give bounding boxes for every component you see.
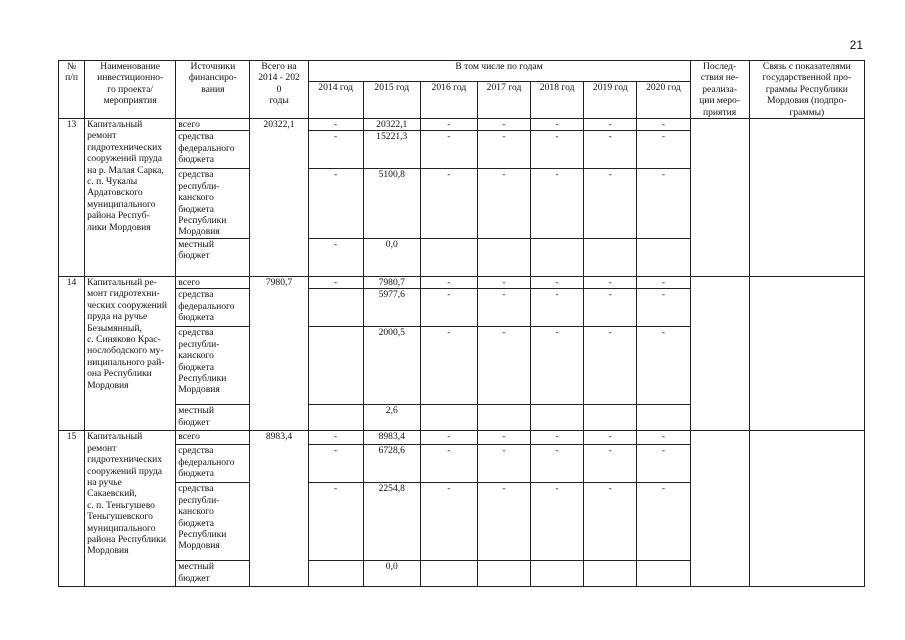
- funding-source: средства федерального бюджета: [176, 445, 250, 483]
- year-value: [584, 561, 637, 587]
- year-value: 2000,5: [363, 327, 420, 405]
- year-value: -: [584, 483, 637, 561]
- header-year: 2020 год: [637, 82, 690, 119]
- year-value: -: [637, 119, 690, 131]
- header-year: 2017 год: [477, 82, 530, 119]
- year-value: 0,0: [363, 561, 420, 587]
- year-value: [637, 238, 690, 276]
- project-number: 14: [59, 276, 85, 430]
- year-value: -: [531, 483, 584, 561]
- year-value: [477, 238, 530, 276]
- year-value: -: [584, 276, 637, 288]
- year-value: -: [308, 119, 363, 131]
- year-value: [584, 238, 637, 276]
- year-value: -: [420, 431, 477, 445]
- year-value: -: [477, 289, 530, 327]
- table-row: [59, 431, 865, 445]
- year-value: -: [637, 327, 690, 405]
- table-row: [59, 276, 865, 288]
- project-name: Капитальный ремонт гидротехнических сооружений пруда на р. Малая Сарка, с. п. Чукалы Ардатовского муниципального района Респуб- лики Мордовия: [85, 119, 176, 277]
- year-value: -: [420, 483, 477, 561]
- funding-source: всего: [176, 119, 250, 131]
- header-by-years: В том числе по годам: [308, 61, 690, 82]
- year-value: -: [308, 131, 363, 169]
- consequences-cell: [690, 276, 749, 430]
- year-value: -: [584, 445, 637, 483]
- year-value: -: [477, 169, 530, 238]
- year-value: 15221,3: [363, 131, 420, 169]
- header-total: Всего на 2014 - 202 0 годы: [250, 61, 308, 119]
- project-total: 7980,7: [250, 276, 308, 430]
- year-value: -: [420, 131, 477, 169]
- table-row: [59, 119, 865, 131]
- year-value: [531, 238, 584, 276]
- funding-source: всего: [176, 276, 250, 288]
- year-value: [584, 405, 637, 431]
- year-value: -: [308, 276, 363, 288]
- year-value: [308, 289, 363, 327]
- funding-source: средства республи- канского бюджета Республики Мордовия: [176, 327, 250, 405]
- year-value: -: [308, 431, 363, 445]
- year-value: [477, 561, 530, 587]
- year-value: -: [420, 289, 477, 327]
- year-value: [637, 561, 690, 587]
- year-value: 7980,7: [363, 276, 420, 288]
- year-value: -: [308, 238, 363, 276]
- header-sources: Источники финансиро- вания: [176, 61, 250, 119]
- year-value: -: [420, 445, 477, 483]
- year-value: -: [531, 431, 584, 445]
- year-value: -: [531, 131, 584, 169]
- year-value: 0,0: [363, 238, 420, 276]
- funding-source: всего: [176, 431, 250, 445]
- year-value: [420, 405, 477, 431]
- year-value: -: [637, 431, 690, 445]
- project-name: Капитальный ремонт гидротехнических сооружений пруда на ручье Сакаевский, с. п. Теньгушево Теньгушевского муниципального района Республики Мордовия: [85, 431, 176, 587]
- page-number: 21: [849, 38, 863, 52]
- year-value: 6728,6: [363, 445, 420, 483]
- year-value: 5100,8: [363, 169, 420, 238]
- year-value: 20322,1: [363, 119, 420, 131]
- year-value: -: [477, 445, 530, 483]
- year-value: [420, 561, 477, 587]
- year-value: [308, 405, 363, 431]
- year-value: -: [531, 445, 584, 483]
- year-value: -: [308, 169, 363, 238]
- year-value: 5977,6: [363, 289, 420, 327]
- year-value: [637, 405, 690, 431]
- year-value: -: [308, 483, 363, 561]
- year-value: -: [584, 431, 637, 445]
- year-value: -: [420, 276, 477, 288]
- year-value: -: [477, 483, 530, 561]
- header-consequences: Послед- ствия не- реализа- ции меро- приятия: [690, 61, 749, 119]
- year-value: [477, 405, 530, 431]
- year-value: 2254,8: [363, 483, 420, 561]
- year-value: -: [637, 289, 690, 327]
- year-value: -: [420, 327, 477, 405]
- year-value: -: [308, 445, 363, 483]
- header-program-link: Связь с показателями государственной про- граммы Республики Мордовия (подпро- граммы): [749, 61, 864, 119]
- year-value: -: [637, 169, 690, 238]
- year-value: -: [477, 431, 530, 445]
- header-year: 2015 год: [363, 82, 420, 119]
- funding-source: средства федерального бюджета: [176, 289, 250, 327]
- year-value: -: [531, 276, 584, 288]
- year-value: -: [420, 119, 477, 131]
- year-value: -: [531, 327, 584, 405]
- year-value: [308, 561, 363, 587]
- header-year: 2019 год: [584, 82, 637, 119]
- funding-source: местный бюджет: [176, 561, 250, 587]
- year-value: -: [584, 327, 637, 405]
- investment-projects-table: [58, 60, 865, 587]
- year-value: -: [477, 119, 530, 131]
- funding-source: средства республи- канского бюджета Республики Мордовия: [176, 169, 250, 238]
- header-num: № п/п: [59, 61, 85, 119]
- year-value: -: [584, 131, 637, 169]
- year-value: 2,6: [363, 405, 420, 431]
- project-total: 8983,4: [250, 431, 308, 587]
- year-value: [531, 405, 584, 431]
- year-value: -: [477, 327, 530, 405]
- table-body: [59, 119, 865, 587]
- year-value: -: [584, 289, 637, 327]
- project-number: 13: [59, 119, 85, 277]
- header-year: 2018 год: [531, 82, 584, 119]
- year-value: [531, 561, 584, 587]
- year-value: -: [531, 169, 584, 238]
- table-header: [59, 61, 865, 119]
- year-value: -: [584, 169, 637, 238]
- funding-source: средства республи- канского бюджета Республики Мордовия: [176, 483, 250, 561]
- funding-source: местный бюджет: [176, 405, 250, 431]
- year-value: -: [531, 289, 584, 327]
- funding-source: средства федерального бюджета: [176, 131, 250, 169]
- header-name: Наименование инвестиционно- го проекта/ мероприятия: [85, 61, 176, 119]
- year-value: 8983,4: [363, 431, 420, 445]
- year-value: -: [477, 131, 530, 169]
- year-value: [308, 327, 363, 405]
- consequences-cell: [690, 119, 749, 277]
- program-link-cell: [749, 276, 864, 430]
- header-year: 2016 год: [420, 82, 477, 119]
- project-name: Капитальный ре- монт гидротехни- ческих сооружений пруда на ручье Безымянный, с. Синяково Крас- нослободского му- ниципального рай- она Республики Мордовия: [85, 276, 176, 430]
- year-value: -: [531, 119, 584, 131]
- program-link-cell: [749, 431, 864, 587]
- year-value: -: [420, 169, 477, 238]
- program-link-cell: [749, 119, 864, 277]
- funding-source: местный бюджет: [176, 238, 250, 276]
- header-year: 2014 год: [308, 82, 363, 119]
- year-value: -: [637, 131, 690, 169]
- year-value: -: [637, 483, 690, 561]
- year-value: [420, 238, 477, 276]
- consequences-cell: [690, 431, 749, 587]
- year-value: -: [637, 445, 690, 483]
- project-number: 15: [59, 431, 85, 587]
- year-value: -: [637, 276, 690, 288]
- year-value: -: [477, 276, 530, 288]
- year-value: -: [584, 119, 637, 131]
- project-total: 20322,1: [250, 119, 308, 277]
